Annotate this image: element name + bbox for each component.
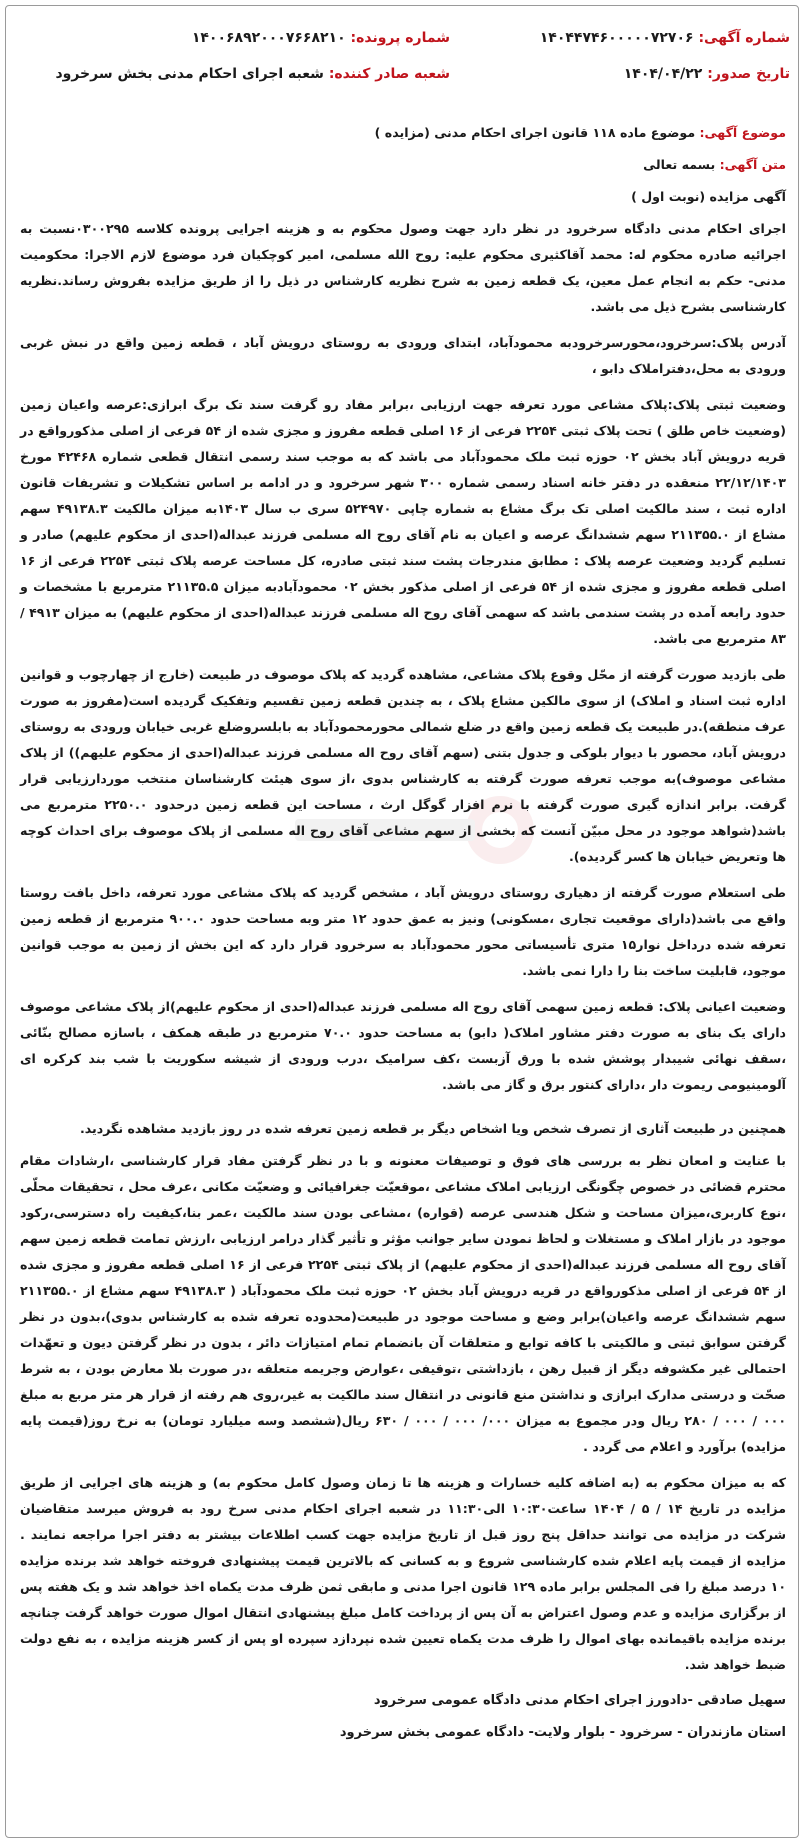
ad-number-label: شماره آگهی: [698, 30, 790, 46]
issue-date-value: ۱۴۰۴/۰۴/۲۲ [623, 66, 703, 82]
paragraph-building: وضعیت اعیانی پلاک: قطعه زمین سهمی آقای روح اله مسلمی فرزند عبداله(احدی از محکوم علیهم)از پلاک مشاعی موصوف دارای یک بنای به صورت دفتر مشاور املاک( دابو) به مساحت حدود ۷۰.۰ مترمربع در طبقه همکف ، باسازه مصالح بنّائی ،سقف نهائی شیبدار پوشش شده با ورق آزبست ،کف سرامیک ،درب ورودی از شیشه سکوریت با شب بند کرکره ای آلومینیومی ریموت دار ،دارای کنتور برق و گاز می باشد. [20, 999, 787, 1092]
paragraph-possession: همچنین در طبیعت آثاری از تصرف شخص ویا اشخاص دیگر بر قطعه زمین تعرفه شده در روز بازدید مشاهده نگردید. [79, 1121, 786, 1136]
subject-label: موضوع آگهی: [699, 125, 786, 140]
text-intro-label: متن آگهی: [719, 157, 786, 172]
issue-date [624, 66, 790, 82]
notice-header [16, 30, 790, 100]
issuer [55, 66, 450, 82]
case-number [192, 30, 450, 46]
case-number-value: ۱۴۰۰۶۸۹۲۰۰۰۷۶۶۸۲۱۰ [191, 30, 346, 46]
text-intro-value: بسمه تعالی [643, 157, 716, 172]
issuer-label: شعبه صادر کننده: [328, 66, 450, 82]
paragraph-intro: اجرای احکام مدنی دادگاه سرخرود در نظر دارد جهت وصول محکوم به و هزینه اجرایی پرونده کلاسه ۰۳۰۰۲۹۵نسبت به اجرائیه صادره محکوم له: محمد آقاکثیری محکوم علیه: روح الله مسلمی، امیر کوچکیان فرد موضوع لازم الاجرا: محکومیت مدنی- حکم به انجام عمل معین، یک قطعه زمین به شرح نظریه کارشناس در ذیل را از طریق مزایده بفروش رساند.نظریه کارشناسی بشرح ذیل می باشد. [20, 221, 786, 314]
paragraph-inquiry: طی استعلام صورت گرفته از دهیاری روستای درویش آباد ، مشخص گردید که پلاک مشاعی مورد تعرفه، داخل بافت روستا واقع می باشد(دارای موقعیت تجاری ،مسکونی) ونیز به عمق حدود ۱۲ متر وبه مساحت حدود ۹۰۰.۰ مترمربع از قطعه زمین تعرفه شده درداخل نوار۱۵ متری تأسیساتی محور محمودآباد به سرخرود قرار دارد که این بخش از زمین به موجب قوانین موجود، قابلیت ساخت بنا را دارا نمی باشد. [20, 885, 787, 978]
paragraph-inspection: طی بازدید صورت گرفته از محّل وقوع پلاک مشاعی، مشاهده گردید که پلاک موصوف در طبیعت (خارج از چهارچوب و قوانین اداره ثبت اسناد و املاک) از سوی مالکین مشاع پلاک ، به چندین قطعه زمین تقسیم وتفکیک گردیده است(مفروز به صورت عرف منطقه).در طبیعت یک قطعه زمین واقع در ضلع شمالی محورمحمودآباد به بابلسروضلع غربی خیابان ورودی به روستای درویش آباد، محصور با دیوار بلوکی و جدول بتنی (سهم آقای روح اله مسلمی فرزند عبداله(احدی از محکوم علیهم)) از پلاک مشاعی موصوف)به موجب تعرفه صورت گرفته به کارشناس بدوی ،از سوی هیئت کارشناسان منتخب موردارزیابی قرار گرفت. برابر اندازه گیری صورت گرفته با نرم افزار گوگل ارث ، مساحت این قطعه زمین درحدود ۲۲۵۰.۰ مترمربع می باشد(شواهد موجود در محل مبیّن آنست که بخشی از سهم مشاعی آقای روح اله مسلمی از پلاک موصوف برای احداث کوچه ها وتعریض خیابان ها کسر گردیده). [20, 667, 786, 864]
case-number-label: شماره پرونده: [350, 30, 450, 46]
issue-date-label: تاریخ صدور: [707, 66, 790, 82]
subject-line [20, 120, 786, 146]
subject-value: موضوع ماده ۱۱۸ قانون اجرای احکام مدنی (مزایده ) [374, 125, 696, 140]
issuer-value: شعبه اجرای احکام مدنی بخش سرخرود [55, 66, 324, 82]
paragraph-auction-terms: که به میزان محکوم به (به اضافه کلیه خسارات و هزینه ها تا زمان وصول کامل محکوم به) و هزینه های اجرایی از طریق مزایده در تاریخ ۱۴ / ۵ / ۱۴۰۴ ساعت۱۰:۳۰ الی۱۱:۳۰ در شعبه اجرای احکام مدنی سرخ رود به فروش میرسد متقاضیان شرکت در مزایده می توانند حداقل پنج روز قبل از تاریخ مزایده جهت کسب اطلاعات بیشتر به دفتر اجرا مراجعه نمایند . مزایده از قیمت پایه اعلام شده کارشناسی شروع و به کسانی که بالاترین قیمت پیشنهادی فروخته خواهد شد برنده مزایده ۱۰ درصد مبلغ را فی المجلس برابر ماده ۱۲۹ قانون اجرا مدنی و مابقی ثمن ظرف مدت یکماه اخذ خواهد شد و یک هفته پس از برگزاری مزایده و عدم وصول اعتراض به آن پس از پرداخت کامل مبلغ پیشنهادی انتقال اموال صورت خواهد گرفت چنانچه برنده مزایده باقیمانده بهای اموال را ظرف مدت یکماه تعیین شده نپردازد سپرده او پس از کسر هزینه مزایده ، به نفع دولت ضبط خواهد شد. [20, 1475, 787, 1672]
paragraph-valuation: با عنایت و امعان نظر به بررسی های فوق و توصیفات معنونه و با در نظر گرفتن مفاد قرار کارشناسی ،ارشادات مقام محترم قضائی در خصوص چگونگی ارزیابی املاک مشاعی ،موقعیّت جغرافیائی و وضعیّت مکانی ،عرف محل ، تحقیقات محلّی ،نوع کاربری،میزان مساحت و شکل هندسی عرصه (قواره) ،مشاعی بودن سند مالکیت ،عمر بنا،کیفیت راه دسترسی،رکود موجود در بازار املاک و مستغلات و لحاظ نمودن سایر جوانب مؤثر و تأثیر گذار درامر ارزیابی ،ارزش تمامت قطعه زمین سهم آقای روح اله مسلمی فرزند عبداله(احدی از محکوم علیهم) از پلاک ثبتی ۲۲۵۴ فرعی از ۱۶ اصلی قطعه مفروز و مجزی شده از ۵۴ فرعی از اصلی مذکورواقع در قریه درویش آباد بخش ۰۲ حوزه ثبت ملک محمودآباد ( ۴۹۱۳۸.۳ سهم مشاع از ۲۱۱۳۵۵.۰ سهم ششدانگ عرصه واعیان)برابر وضع و مساحت موجود در طبیعت(محدوده تعرفه شده به کارشناس بدوی)،بدون در نظر گرفتن سوابق ثبتی و مالکیتی با کافه توابع و متعلقات آن بانضمام تمام امتیازات دائر ، بدون در نظر گرفتن دیون و تعهّدات احتمالی غیر مکشوفه دیگر از قبیل رهن ، بازداشتی ،توقیفی ،عوارض وجریمه متعلقه ،در صورت بلا معارض بودن ، به شرط صحّت و درستی مدارک ابرازی و نداشتن منع قانونی در انتقال سند مالکیت به غیر،روی هم رفته از قرار هر متر مربع به مبلغ ۰۰۰ / ۰۰۰ / ۲۸۰ ریال ودر مجموع به میزان ۰۰۰/ ۰۰۰ / ۰۰۰ / ۶۳۰ ریال(ششصد وسه میلیارد تومان) به نرخ روز(قیمت پایه مزایده) برآورد و اعلام می گردد . [20, 1153, 787, 1454]
ad-heading: آگهی مزایده (نوبت اول ) [631, 189, 786, 204]
ad-number-value: ۱۴۰۴۴۷۴۶۰۰۰۰۰۷۲۷۰۶ [539, 30, 694, 46]
signature-address: استان مازندران - سرخرود - بلوار ولایت- دادگاه عمومی بخش سرخرود [339, 1725, 786, 1740]
paragraph-address: آدرس پلاک:سرخرود،محورسرخرودبه محمودآباد، ابتدای ورودی به روستای درویش آباد ، قطعه زمین واقع در نبش غربی ورودی به محل،دفتراملاک دابو ، [20, 335, 786, 376]
notice-body [20, 120, 786, 1752]
signature-name: سهیل صادقی -دادورز اجرای احکام مدنی دادگاه عمومی سرخرود [373, 1693, 786, 1708]
ad-number [540, 30, 790, 46]
text-intro-line [20, 152, 786, 178]
paragraph-registration: وضعیت ثبتی پلاک:پلاک مشاعی مورد تعرفه جهت ارزیابی ،برابر مفاد رو گرفت سند تک برگ ابرازی:عرصه واعیان زمین (وضعیت خاص طلق ) تحت پلاک ثبتی ۲۲۵۴ فرعی از ۱۶ اصلی قطعه مفروز و مجزی شده از ۵۴ فرعی از اصلی مذکورواقع در قریه درویش آباد بخش ۰۲ حوزه ثبت ملک محمودآباد می باشد که به موجب سند رسمی انتقال قطعی شماره ۴۲۴۶۸ مورخ ۲۲/۱۲/۱۴۰۳ منعقده در دفتر خانه اسناد رسمی شماره ۳۰۰ شهر سرخرود و در ادامه بر اساس تشکیلات و تشریفات قانون اداره ثبت ، سند مالکیت اصلی تک برگ مشاع به شماره چاپی ۵۲۴۹۷۰ سری ب سال ۱۴۰۳به میزان مالکیت ۴۹۱۳۸.۳ سهم مشاع از ۲۱۱۳۵۵.۰ سهم ششدانگ عرصه و اعیان به نام آقای روح اله مسلمی فرزند عبداله(احدی از محکوم علیهم) صادر و تسلیم گردید وضعیت عرصه پلاک : مطابق مندرجات پشت سند ثبتی صادره، کل مساحت عرصه پلاک ثبتی ۲۲۵۴ فرعی از ۱۶ اصلی قطعه مفروز و مجزی شده از ۵۴ فرعی از اصلی مذکور بخش ۰۲ محمودآبادبه میزان ۲۱۱۳۵.۵ مترمربع با مشخصات و حدود رابعه آمده در پشت سندمی باشد که سهمی آقای روح اله مسلمی فرزند عبداله(احدی از محکوم علیهم) به میزان ۴۹۱۳ / ۸۳ مترمربع می باشد. [20, 397, 787, 646]
